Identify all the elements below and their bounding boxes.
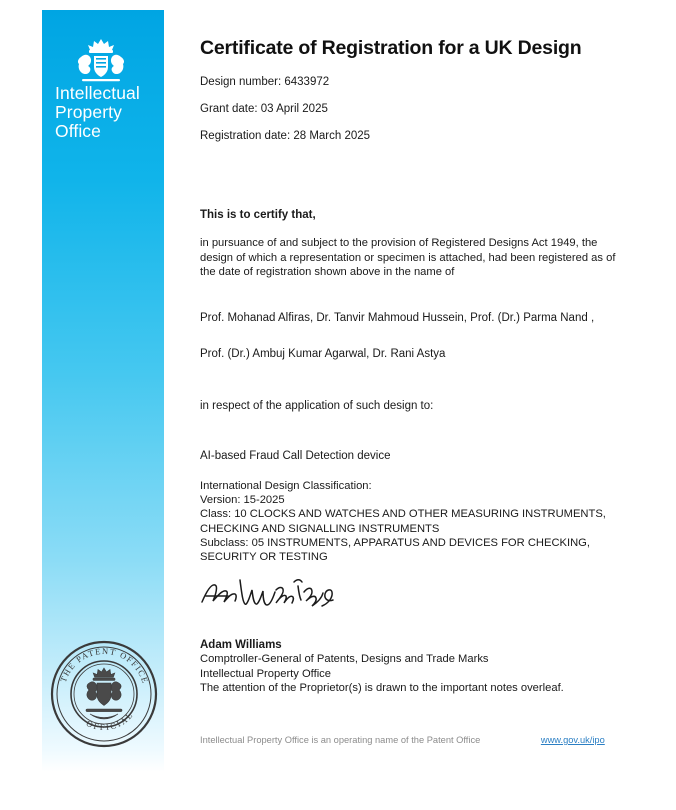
official-seal-icon — [50, 640, 158, 748]
brand-sidebar — [42, 10, 164, 772]
signatory-block — [200, 638, 564, 696]
signature-image — [198, 572, 348, 616]
classification-version: Version: 15-2025 — [200, 494, 285, 507]
svg-text:THE PATENT OFFICE: THE PATENT OFFICE — [57, 645, 151, 686]
pursuance-text: in pursuance of and subject to the provision of Registered Designs Act 1949, the design of which a representation or specimen is attached, had been registered as of the date of registration shown above in the name of — [200, 237, 616, 279]
classification-subclass: Subclass: 05 INSTRUMENTS, APPARATUS AND DEVICES FOR CHECKING, SECURITY OR TESTING — [200, 536, 590, 564]
respect-text: in respect of the application of such design to: — [200, 400, 434, 412]
design-subject: AI-based Fraud Call Detection device — [200, 450, 391, 462]
signatory-role: Comptroller-General of Patents, Designs and Trade Marks — [200, 653, 489, 666]
ipo-wordmark — [55, 84, 163, 141]
page-title: Certificate of Registration for a UK Design — [200, 37, 582, 59]
signatory-name: Adam Williams — [200, 639, 282, 651]
wordmark-line-2: Property — [55, 102, 122, 122]
signatory-office: Intellectual Property Office — [200, 667, 331, 680]
royal-crest-icon — [64, 38, 138, 84]
classification-class: Class: 10 CLOCKS AND WATCHES AND OTHER MEASURING INSTRUMENTS, CHECKING AND SIGNALLING INSTRUMENTS — [200, 508, 606, 535]
owners-line-1: Prof. Mohanad Alfiras, Dr. Tanvir Mahmoud Hussein, Prof. (Dr.) Parma Nand , — [200, 312, 595, 324]
certify-heading: This is to certify that, — [200, 209, 316, 221]
classification-block — [200, 479, 620, 564]
footer — [200, 735, 640, 745]
svg-text:OFFICIAL: OFFICIAL — [84, 709, 136, 733]
registration-date: Registration date: 28 March 2025 — [200, 130, 371, 142]
classification-heading: International Design Classification: — [200, 480, 372, 492]
grant-date: Grant date: 03 April 2025 — [200, 103, 328, 115]
owners-line-2: Prof. (Dr.) Ambuj Kumar Agarwal, Dr. Rani Astya — [200, 348, 446, 360]
wordmark-line-3: Office — [55, 121, 101, 141]
design-number: Design number: 6433972 — [200, 76, 330, 88]
footer-text: Intellectual Property Office is an operating name of the Patent Office — [200, 735, 481, 745]
wordmark-line-1: Intellectual — [55, 83, 140, 103]
ipo-website-link[interactable]: www.gov.uk/ipo — [540, 735, 605, 745]
overleaf-notice: The attention of the Proprietor(s) is drawn to the important notes overleaf. — [200, 682, 564, 695]
